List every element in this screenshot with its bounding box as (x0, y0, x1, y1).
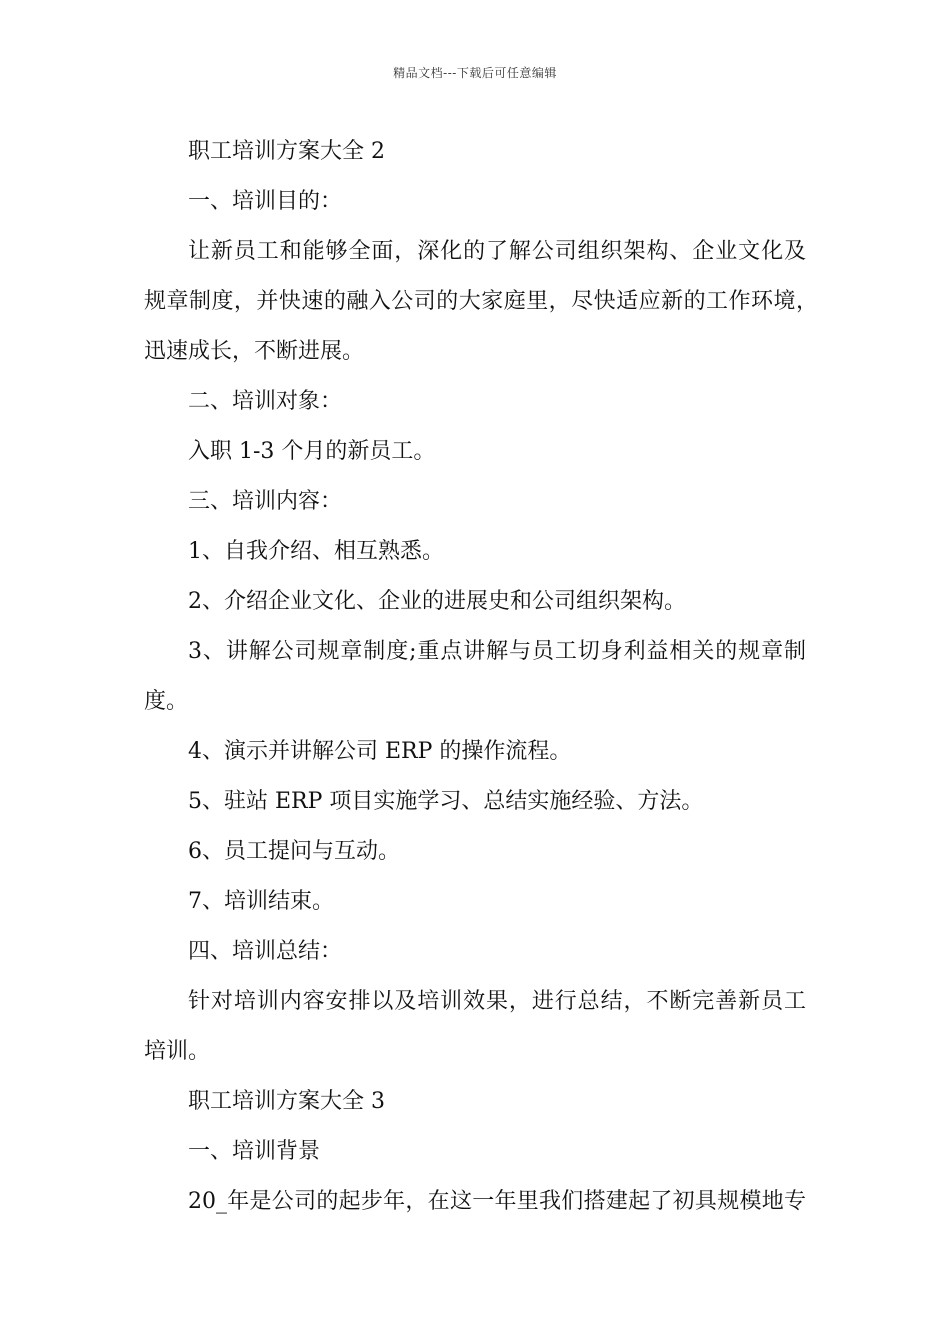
list-item: 3、讲解公司规章制度;重点讲解与员工切身利益相关的规章制 (188, 639, 806, 664)
list-item-continued: 度。 (144, 689, 189, 714)
list-item: 5、驻站 ERP 项目实施学习、总结实施经验、方法。 (188, 789, 704, 814)
paragraph-line: 规章制度，并快速的融入公司的大家庭里，尽快适应新的工作环境， (144, 289, 818, 314)
heading-content: 三、培训内容： (188, 489, 343, 514)
list-item: 1、自我介绍、相互熟悉。 (188, 539, 444, 564)
heading-purpose: 一、培训目的： (188, 189, 343, 214)
list-item: 4、演示并讲解公司 ERP 的操作流程。 (188, 739, 572, 764)
paragraph-line: 迅速成长，不断进展。 (144, 339, 365, 364)
page-header: 精品文档---下载后可任意编辑 (393, 66, 557, 80)
list-item: 7、培训结束。 (188, 889, 334, 914)
list-item: 6、员工提问与互动。 (188, 839, 400, 864)
paragraph-line: 入职 1-3 个月的新员工。 (188, 439, 436, 464)
heading-audience: 二、培训对象： (188, 389, 343, 414)
paragraph-line: 20_年是公司的起步年，在这一年里我们搭建起了初具规模地专 (188, 1189, 806, 1214)
paragraph-line: 让新员工和能够全面，深化的了解公司组织架构、企业文化及 (188, 239, 806, 264)
heading-summary: 四、培训总结： (188, 939, 343, 964)
heading-background: 一、培训背景 (188, 1139, 321, 1164)
paragraph-line: 培训。 (144, 1039, 211, 1064)
list-item: 2、介绍企业文化、企业的进展史和公司组织架构。 (188, 589, 686, 614)
paragraph-line: 针对培训内容安排以及培训效果，进行总结，不断完善新员工 (188, 989, 806, 1014)
section-title: 职工培训方案大全 2 (188, 139, 385, 164)
section-title: 职工培训方案大全 3 (188, 1089, 385, 1114)
